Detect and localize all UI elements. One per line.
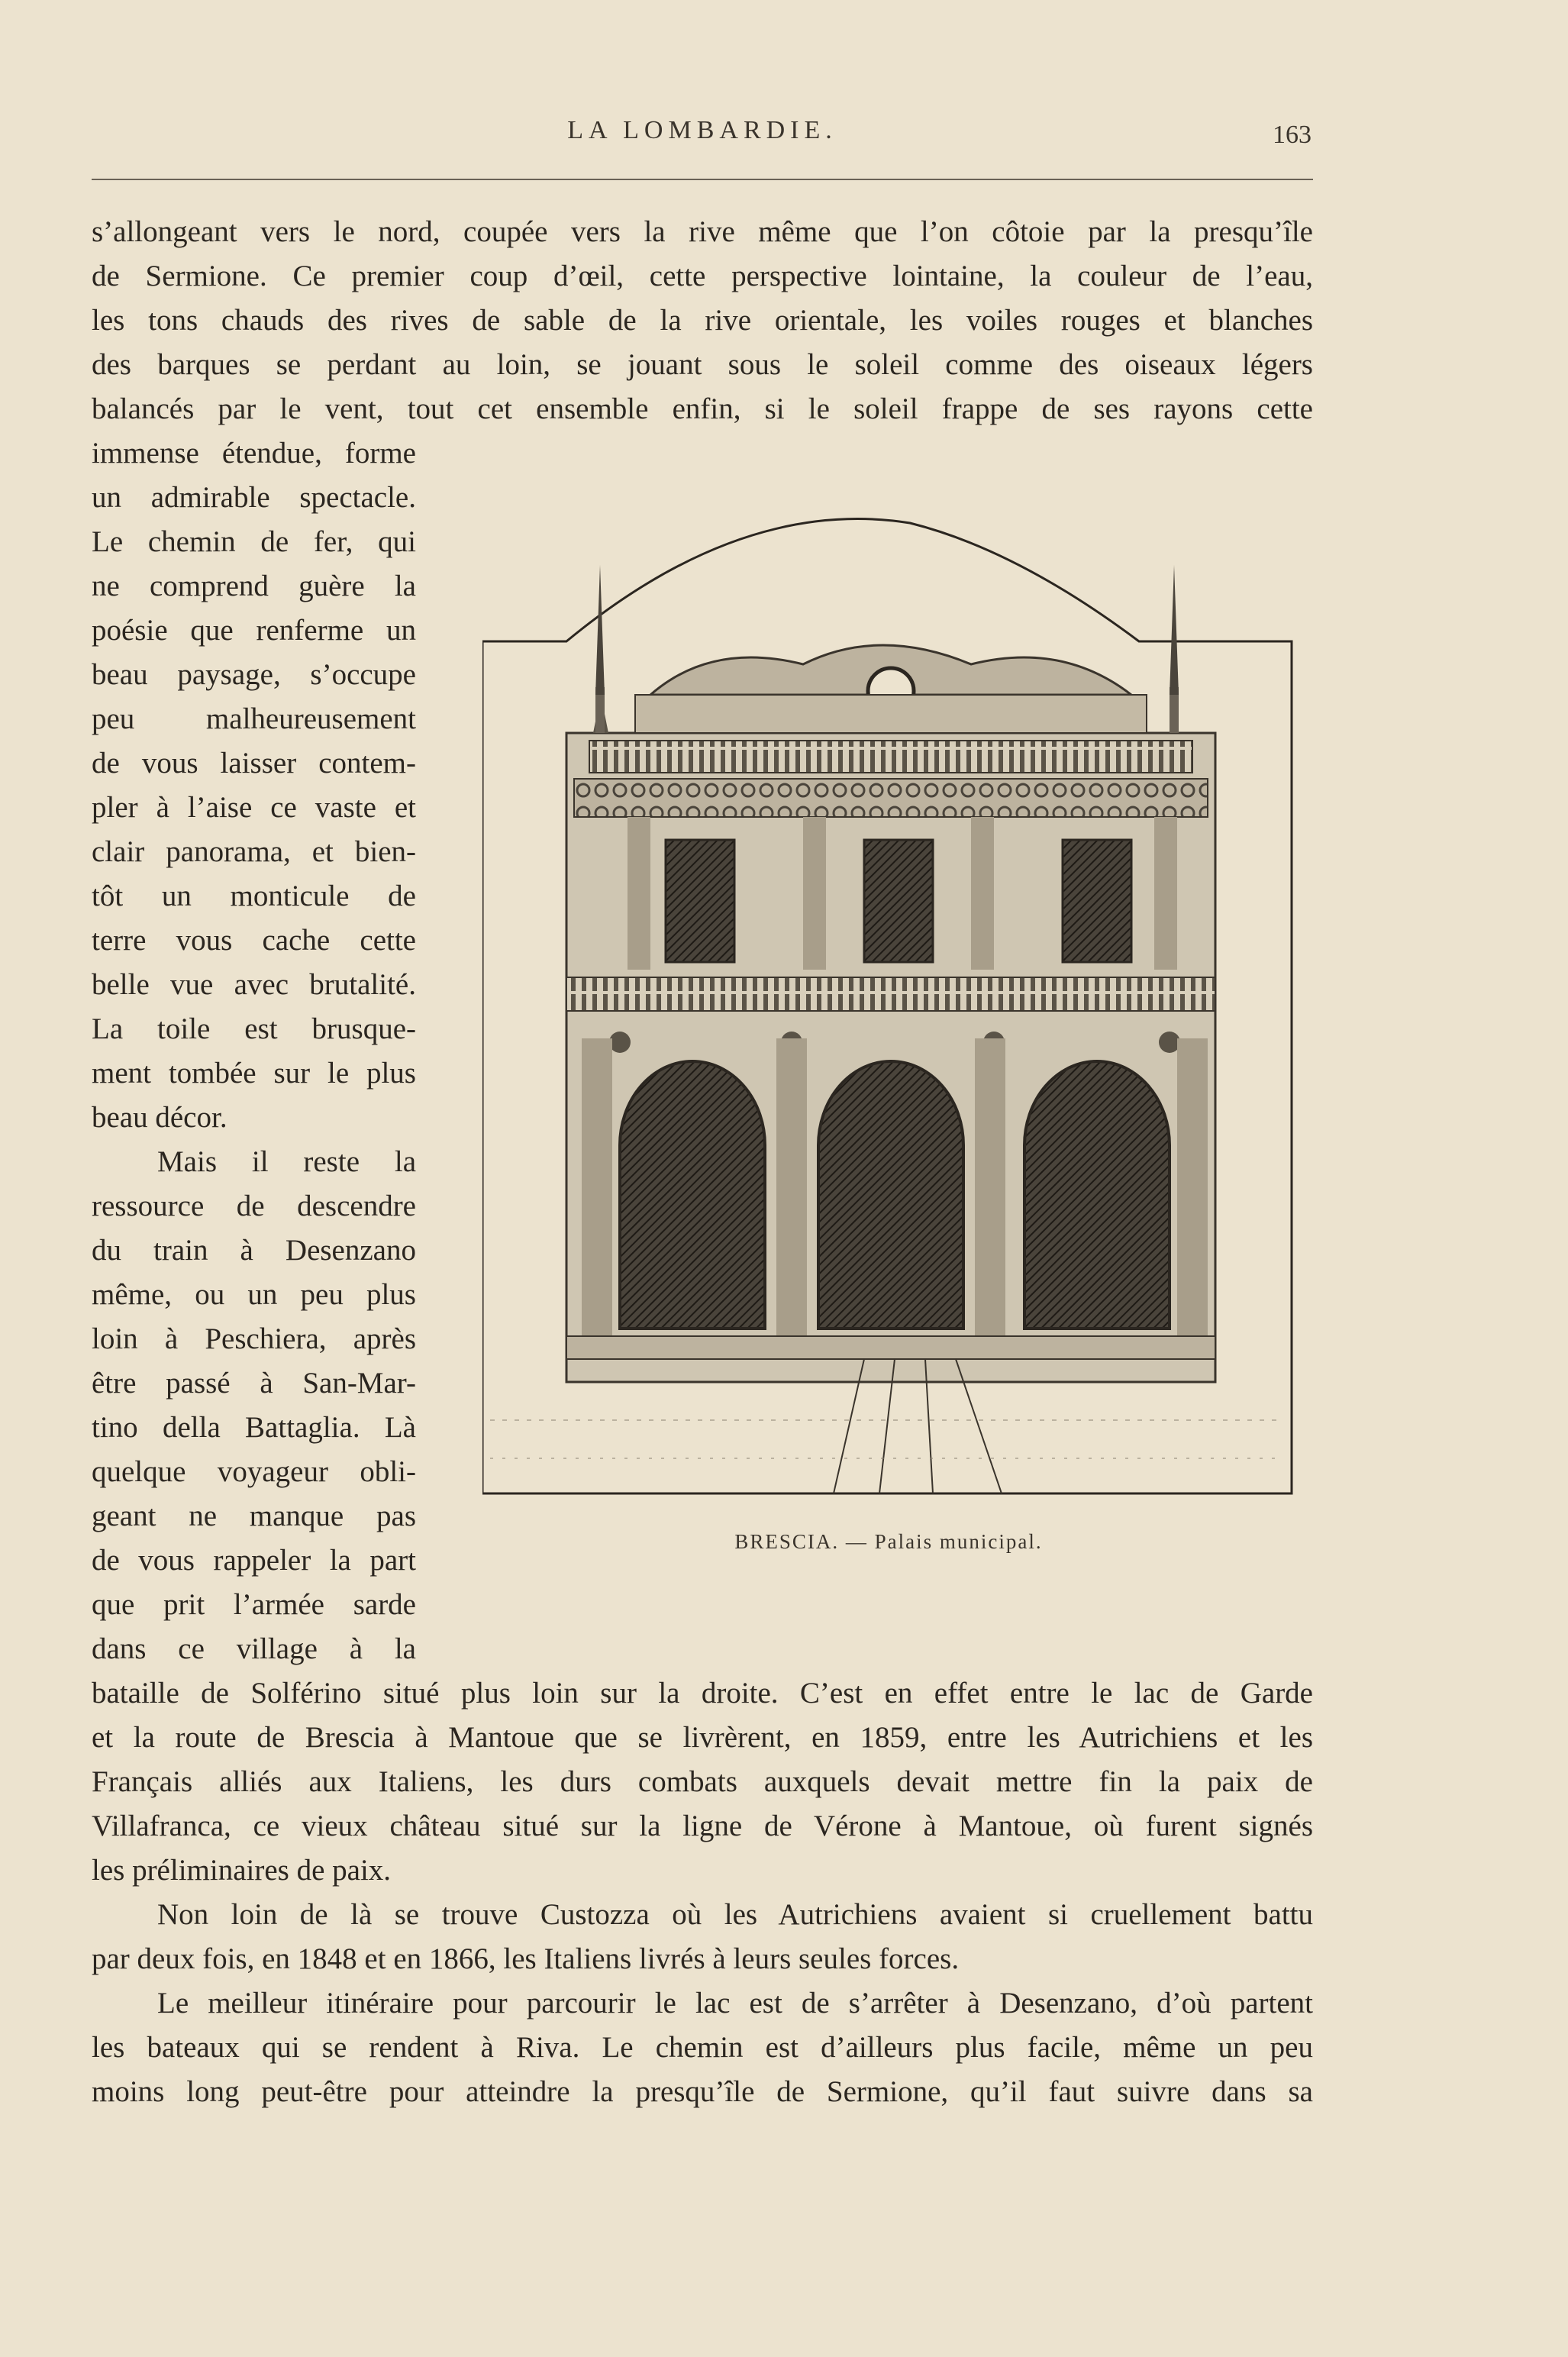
text-line: moins long peut-être pour atteindre la presqu’île de Sermione, qu’il faut suivre dans sa	[92, 2075, 1313, 2108]
text-line: Français alliés aux Italiens, les durs combats auxquels devait mettre fin la paix de	[92, 1765, 1313, 1798]
text-line: poésie que renferme un	[92, 614, 416, 647]
text-line: que prit l’armée sarde	[92, 1588, 416, 1621]
text-line: Le chemin de fer, qui	[92, 525, 416, 558]
text-line: terre vous cache cette	[92, 924, 416, 957]
text-line: les tons chauds des rives de sable de la rive orientale, les voiles rouges et blanches	[92, 304, 1313, 337]
text-line: geant ne manque pas	[92, 1500, 416, 1532]
text-line: tôt un monticule de	[92, 880, 416, 912]
text-line: loin à Peschiera, après	[92, 1322, 416, 1355]
header-rule	[92, 179, 1313, 180]
text-line: Mais il reste la	[157, 1145, 416, 1178]
text-line: des barques se perdant au loin, se jouant sous le soleil comme des oiseaux légers	[92, 348, 1313, 381]
text-line: peu malheureusement	[92, 702, 416, 735]
text-line: les bateaux qui se rendent à Riva. Le chemin est d’ailleurs plus facile, même un peu	[92, 2031, 1313, 2064]
text-line: s’allongeant vers le nord, coupée vers la rive même que l’on côtoie par la presqu’île	[92, 215, 1313, 248]
text-line: La toile est brusque-	[92, 1012, 416, 1045]
engraving	[482, 504, 1295, 1497]
text-line: beau décor.	[92, 1101, 227, 1134]
text-line: de vous rappeler la part	[92, 1544, 416, 1577]
figure-caption: BRESCIA. — Palais municipal.	[734, 1530, 1043, 1553]
text-line: pler à l’aise ce vaste et	[92, 791, 416, 824]
text-line: Non loin de là se trouve Custozza où les Autrichiens avaient si cruellement battu	[157, 1898, 1313, 1931]
text-line: de Sermione. Ce premier coup d’œil, cette perspective lointaine, la couleur de l’eau,	[92, 260, 1313, 292]
text-line: Villafranca, ce vieux château situé sur la ligne de Vérone à Mantoue, où furent signés	[92, 1810, 1313, 1842]
text-line: être passé à San-Mar-	[92, 1367, 416, 1400]
text-line: ment tombée sur le plus	[92, 1057, 416, 1090]
text-line: tino della Battaglia. Là	[92, 1411, 416, 1444]
text-line: ne comprend guère la	[92, 570, 416, 602]
text-line: les préliminaires de paix.	[92, 1854, 392, 1887]
text-line: et la route de Brescia à Mantoue que se livrèrent, en 1859, entre les Autrichiens et les	[92, 1721, 1313, 1754]
text-line: Le meilleur itinéraire pour parcourir le lac est de s’arrêter à Desenzano, d’où partent	[157, 1987, 1313, 2020]
page-number: 163	[1273, 121, 1312, 149]
page-header	[92, 115, 1313, 160]
text-line: bataille de Solférino situé plus loin sur la droite. C’est en effet entre le lac de Garde	[92, 1677, 1313, 1710]
text-line: dans ce village à la	[92, 1632, 416, 1665]
running-title: LA LOMBARDIE.	[567, 116, 837, 144]
text-line: de vous laisser contem-	[92, 747, 416, 780]
text-line: même, ou un peu plus	[92, 1278, 416, 1311]
text-line: par deux fois, en 1848 et en 1866, les Italiens livrés à leurs seules forces.	[92, 1942, 960, 1975]
text-line: immense étendue, forme	[92, 437, 416, 470]
text-line: ressource de descendre	[92, 1190, 416, 1222]
illustration-palais-municipal	[482, 504, 1295, 1497]
text-line: quelque voyageur obli-	[92, 1455, 416, 1488]
text-line: beau paysage, s’occupe	[92, 658, 416, 691]
text-line: belle vue avec brutalité.	[92, 968, 416, 1001]
text-line: clair panorama, et bien-	[92, 835, 416, 868]
text-line: du train à Desenzano	[92, 1234, 416, 1267]
text-line: balancés par le vent, tout cet ensemble enfin, si le soleil frappe de ses rayons cette	[92, 392, 1313, 425]
text-line: un admirable spectacle.	[92, 481, 416, 514]
